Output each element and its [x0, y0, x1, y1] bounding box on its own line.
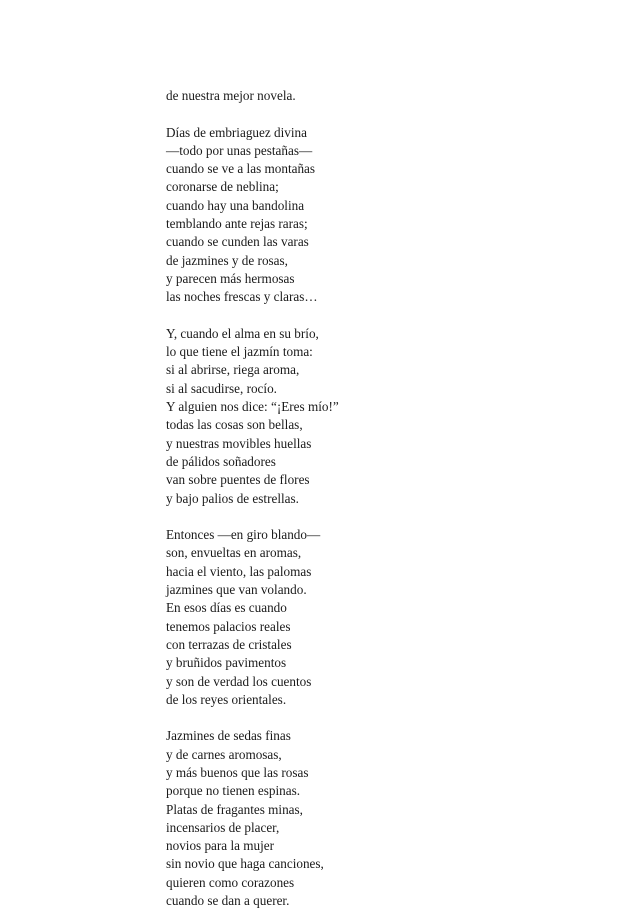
poem-line: de nuestra mejor novela.: [166, 88, 296, 103]
poem-line: Y, cuando el alma en su brío,: [166, 325, 319, 341]
poem-line: cuando hay una bandolina: [166, 197, 305, 213]
poem-line: Platas de fragantes minas,: [166, 801, 303, 817]
stanza-gap: [166, 307, 586, 325]
poem-line: las noches frescas y claras…: [166, 289, 318, 305]
poem-line: todas las cosas son bellas,: [166, 417, 303, 433]
poem-line: Entonces —en giro blando—: [166, 527, 321, 543]
poem-line: y nuestras movibles huellas: [166, 435, 312, 451]
poem-line: Y alguien nos dice: “¡Eres mío!”: [166, 399, 339, 415]
poem-line: incensarios de placer,: [166, 819, 280, 835]
poem-line: de los reyes orientales.: [166, 691, 287, 707]
poem-line: quieren como corazones: [166, 874, 295, 890]
poem-line: cuando se dan a querer.: [166, 893, 290, 909]
poem-line: —todo por unas pestañas—: [166, 142, 313, 158]
poem-line: sin novio que haga canciones,: [166, 856, 324, 872]
poem-line: Jazmines de sedas finas: [166, 728, 291, 744]
stanza-gap: [166, 508, 586, 526]
poem-line: cuando se ve a las montañas: [166, 161, 316, 177]
poem-line: temblando ante rejas raras;: [166, 216, 308, 232]
poem-line: si al sacudirse, rocío.: [166, 380, 277, 396]
poem-line: van sobre puentes de flores: [166, 472, 310, 488]
poem-line: novios para la mujer: [166, 838, 275, 854]
poem-line: lo que tiene el jazmín toma:: [166, 344, 313, 360]
poem-body: [166, 87, 586, 910]
poem-line: En esos días es cuando: [166, 600, 287, 616]
poem-line: coronarse de neblina;: [166, 179, 279, 195]
poem-line: y son de verdad los cuentos: [166, 673, 312, 689]
poem-line: y bruñidos pavimentos: [166, 655, 287, 671]
poem-line: tenemos palacios reales: [166, 618, 291, 634]
poem-line: de jazmines y de rosas,: [166, 252, 288, 268]
poem-line: y bajo palios de estrellas.: [166, 490, 299, 506]
stanza-gap: [166, 709, 586, 727]
poem-line: y parecen más hermosas: [166, 270, 295, 286]
poem-line: hacia el viento, las palomas: [166, 563, 312, 579]
poem-line: porque no tienen espinas.: [166, 783, 301, 799]
poem-line: cuando se cunden las varas: [166, 234, 309, 250]
poem-line: jazmines que van volando.: [166, 582, 307, 598]
poem-line: con terrazas de cristales: [166, 636, 292, 652]
stanza-gap: [166, 105, 586, 123]
poem-line: y más buenos que las rosas: [166, 764, 309, 780]
poem-line: de pálidos soñadores: [166, 453, 276, 469]
poem-line: si al abrirse, riega aroma,: [166, 362, 300, 378]
poem-line: Días de embriaguez divina: [166, 124, 307, 140]
poem-line: son, envueltas en aromas,: [166, 545, 302, 561]
poem-line: y de carnes aromosas,: [166, 746, 282, 762]
